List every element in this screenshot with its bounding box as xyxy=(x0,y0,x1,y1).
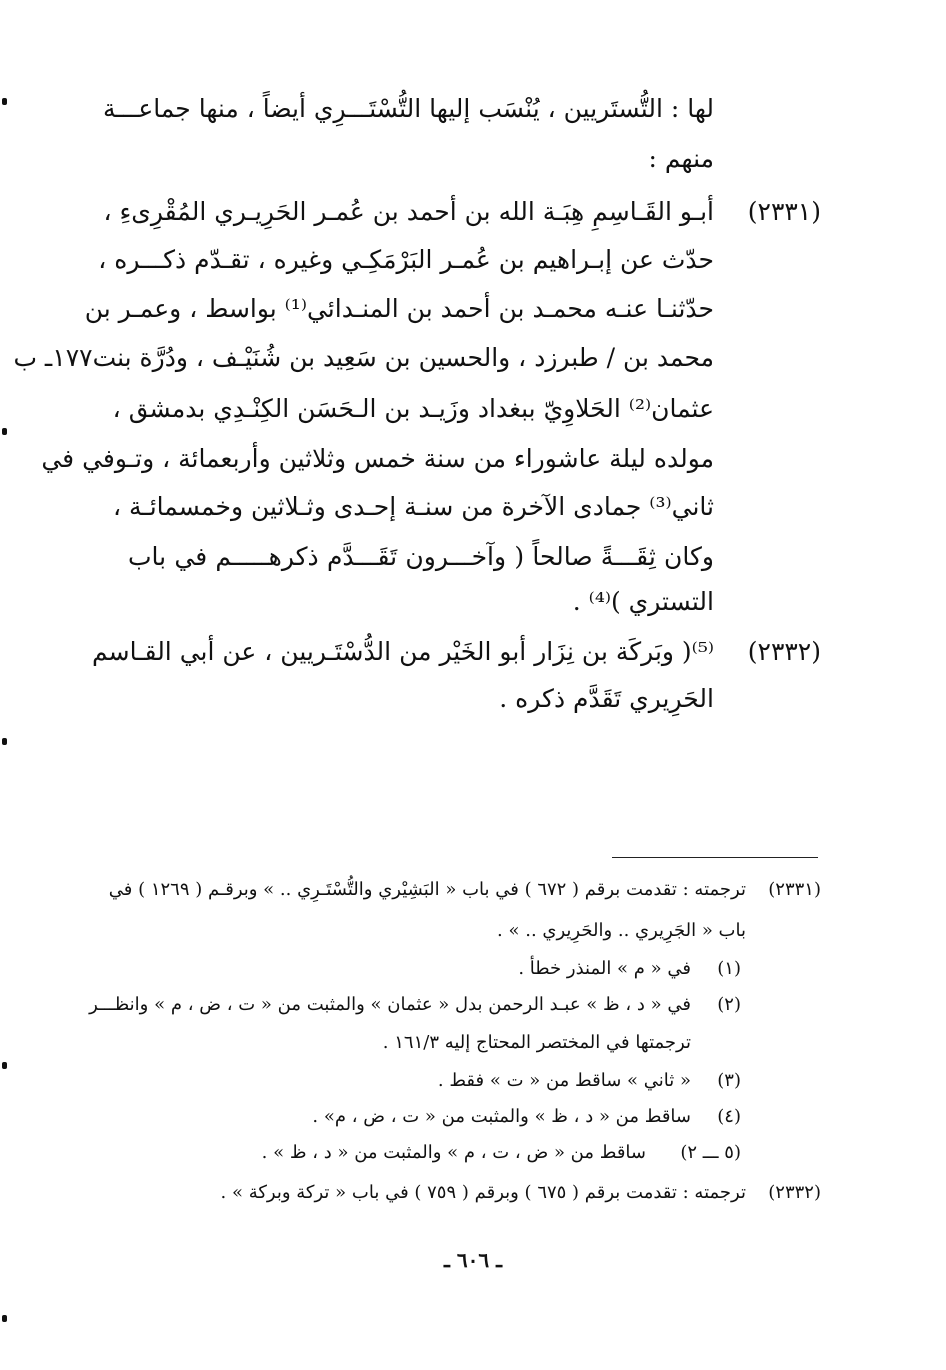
body-line-13: الحَرِيري تَقَدَّم ذكره . xyxy=(499,684,714,713)
footnote-2331-line2: باب « الجَرِيري .. والحَرِيري .. » . xyxy=(497,920,746,941)
page-number: ـ ٦٠٦ ـ xyxy=(444,1248,502,1272)
scan-mark xyxy=(2,1062,7,1069)
body-line-9: ثاني⁽³⁾ جمادى الآخرة من سنـة إحـدى وثـلاثين وخمسمائـة ، xyxy=(112,492,714,521)
footnote-4-text: ساقط من « د ، ظ » والمثبت من « ت ، ض ، م» . xyxy=(312,1106,691,1127)
footnote-label-2332: (٢٣٣٢) xyxy=(768,1182,821,1203)
footnote-label-2331: (٢٣٣١) xyxy=(768,879,821,900)
scan-mark xyxy=(2,738,7,745)
scan-mark xyxy=(2,1315,7,1322)
body-line-5: حدّثنـا عنـه محمـد بن أحمد بن المنـدائي⁽¹⁾ بواسط ، وعمـر بن xyxy=(84,294,714,323)
footnote-label-4: (٤) xyxy=(717,1106,741,1127)
footnote-1-text: في « م » المنذر خطأ . xyxy=(518,958,691,979)
entry-number-2331: (٢٣٣١) xyxy=(747,197,821,226)
footnote-2-line1: في « د ، ظ » عبـد الرحمن بدل « عثمان » والمثبت من « ت ، ض ، م » وانظـــر xyxy=(89,994,691,1015)
footnote-3-text: « ثاني » ساقط من « ت » فقط . xyxy=(437,1070,691,1091)
footnote-2331-line1: ترجمته : تقدمت برقم ( ٦٧٢ ) في باب « البَشِيْري والتُّسْتَـرِي .. » وبرقـم ( ١٢٦٩ ) في xyxy=(108,879,746,900)
footnote-label-2: (٢) xyxy=(717,994,741,1015)
footnote-label-3: (٣) xyxy=(717,1070,741,1091)
scan-mark xyxy=(2,98,7,105)
footnote-divider xyxy=(612,857,818,858)
body-line-6: محمد بن / طبرزد ، والحسين بن سَعِيد بن شُنَيْـف ، ودُرَّة بنت١٧٧ـ ب xyxy=(13,343,714,372)
body-line-4: حدّث عن إبـراهيم بن عُمـر البَرْمَكِـي وغيره ، تقـدّم ذكـــره ، xyxy=(98,245,714,274)
body-line-1: لها : التُّستَريين ، يُنْسَب إليها التُّسْتَـــرِي أيضاً ، منها جماعـــة xyxy=(102,94,714,123)
body-line-3: أبـو القَـاسِمِ هِبَـة الله بن أحمد بن عُمـر الحَرِيـري المُقْرِىءِ ، xyxy=(103,197,714,226)
footnote-5-text: ساقط من « ض ، ت ، م » والمثبت من « د ، ظ » . xyxy=(261,1142,646,1163)
footnote-2-line2: ترجمتها في المختصر المحتاج إليه ١٦١/٣ . xyxy=(382,1032,691,1053)
body-line-12: ⁽⁵⁾( وبَركَة بن نِزَار أبو الخَيْر من الدُّسْتَـريين ، عن أبي القـاسم xyxy=(92,637,714,666)
body-line-2: منهم : xyxy=(648,144,714,173)
footnote-label-5: (٥ ـــ ٢) xyxy=(680,1142,741,1163)
scan-mark xyxy=(2,428,7,435)
body-line-11: التستري )⁽⁴⁾ . xyxy=(572,587,714,616)
body-line-7: عثمان⁽²⁾ الحَلاوِيّ ببغداد وزَيـد بن الـحَسَن الكِنْـدِي بدمشق ، xyxy=(112,394,714,423)
footnote-2332-text: ترجمته : تقدمت برقم ( ٦٧٥ ) وبرقم ( ٧٥٩ ) في باب « تركة وبركة » . xyxy=(220,1182,746,1203)
body-line-8: مولده ليلة عاشوراء من سنة خمس وثلاثين وأربعمائة ، وتـوفي في xyxy=(41,444,714,473)
footnote-label-1: (١) xyxy=(717,958,741,979)
body-line-10: وكان ثِقَـــةً صالحاً ( وآخـــرون تَقَـــدَّم ذكرهـــــم في باب xyxy=(128,542,714,571)
entry-number-2332: (٢٣٣٢) xyxy=(747,637,821,666)
